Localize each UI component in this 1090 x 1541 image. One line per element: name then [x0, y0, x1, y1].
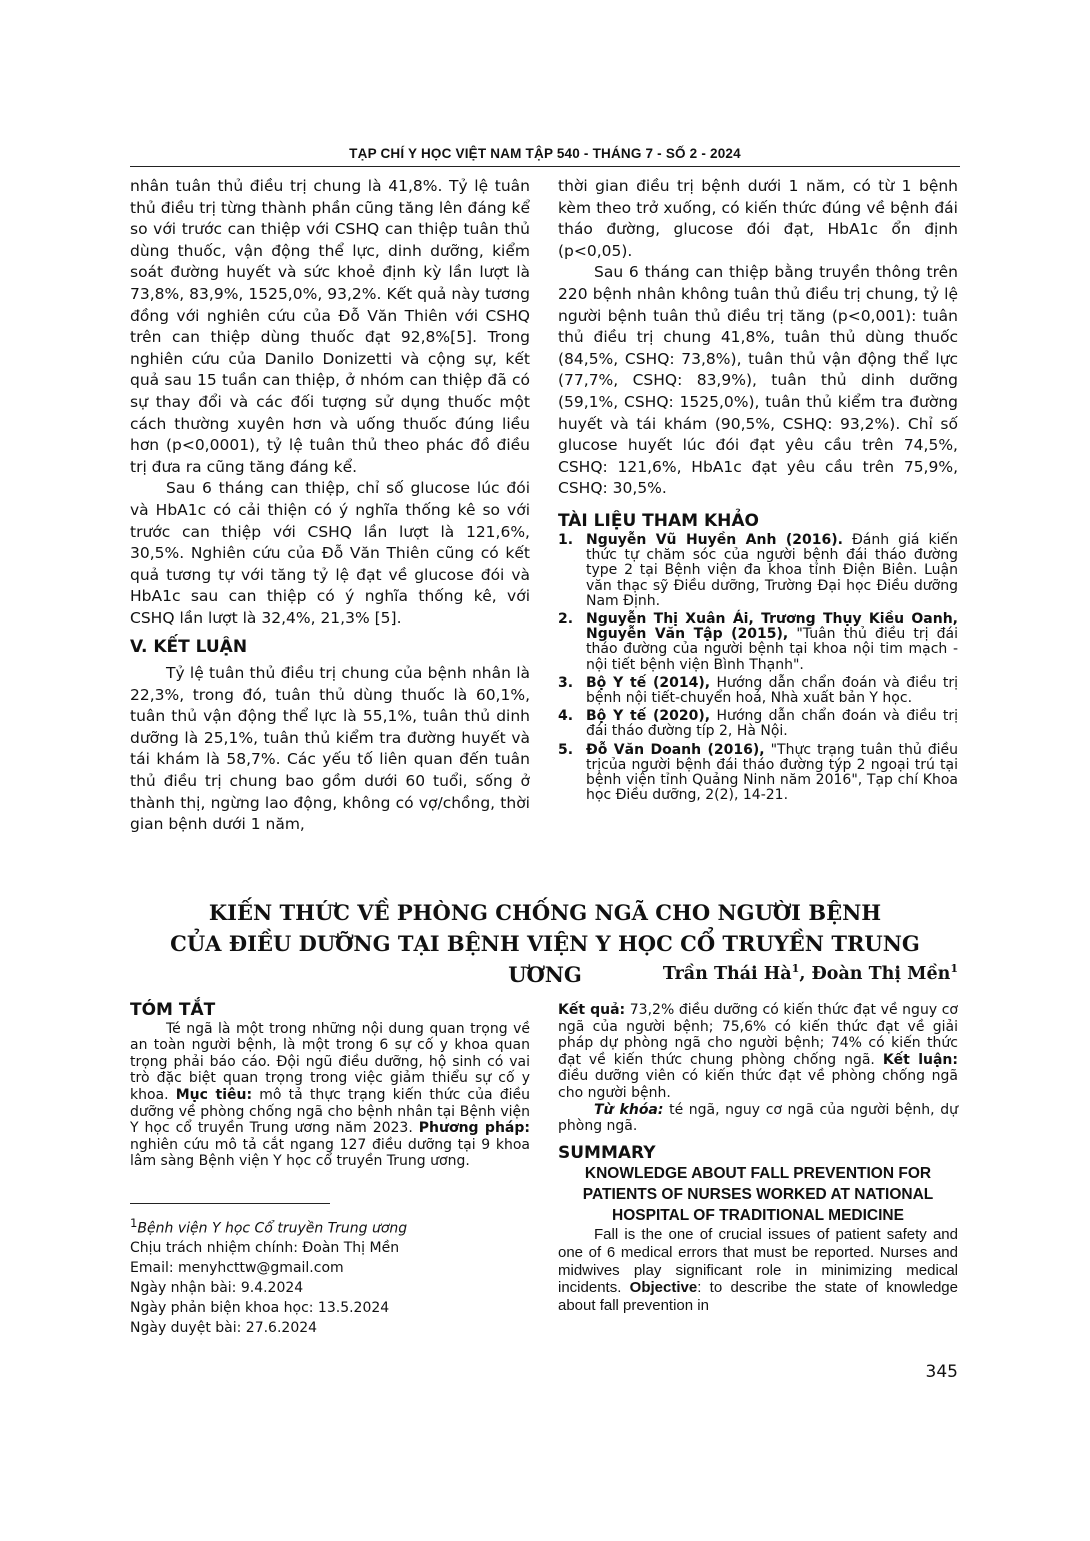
article-title-line-1: KIẾN THỨC VỀ PHÒNG CHỐNG NGÃ CHO NGƯỜI BỆNH — [208, 900, 882, 925]
paragraph-compliance: nhân tuân thủ điều trị chung là 41,8%. Tỷ lệ tuân thủ điều trị từng thành phần cũng tăng lên đáng kể so với trước can thiệp với CSHQ can thiệp tuân thủ dùng thuốc, vận động thể lực, dinh dưỡng, kiểm soát đường huyết và sức khoẻ định kỳ lần lượt là 73,8%, 83,9%, 1525,0%, 93,2%. Kết quả này tương đồng với nghiên cứu của Đỗ Văn Thiên với CSHQ trên can thiệp dùng thuốc đạt 92,8%[5]. Trong nghiên cứu của Danilo Donizetti và cộng sự, kết quả sau 15 tuần can thiệp, ở nhóm can thiệp đã có sự thay đổi và các đối tượng sử dụng thuốc một cách thường xuyên hơn và uống thuốc đúng liều hơn (p<0,0001), tỷ lệ tuân thủ theo phác đồ điều trị đưa ra cũng tăng đáng kể. — [130, 177, 530, 476]
abstract-text-continued — [558, 1002, 958, 1102]
abstract-objective-label: Mục tiêu: — [175, 1086, 253, 1103]
summary-text-part-1: Fall is the one of crucial issues of patient safety and one of 6 medical errors that must be reported. Nurses and midwives play significant role in minimizing medical incidents. — [558, 1226, 958, 1297]
keywords-label: Từ khóa: — [594, 1101, 664, 1118]
paragraph-intervention-results: Sau 6 tháng can thiệp bằng truyền thông trên 220 bệnh nhân không tuân thủ điều trị chung, tỷ lệ người bệnh tuân thủ điều trị tăng (p<0,001): tuân thủ điều trị chung 41,8%, tuân thủ dùng thuốc (84,5%, CSHQ: 73,8%), tuân thủ vận động thể lực (77,7%, CSHQ: 83,9%), tuân thủ dinh dưỡng (59,1%, CSHQ: 1525,0%), tuân thủ kiểm tra đường huyết và tái khám (90,5%, CSHQ: 93,2%). Chỉ số glucose huyết lúc đói đạt yêu cầu trên 74,5%, CSHQ: 121,6%, HbA1c đạt yêu cầu trên 75,9%, CSHQ: 30,5%. — [558, 263, 958, 498]
footnote-received: Ngày nhận bài: 9.4.2024 — [130, 1280, 304, 1297]
abstract-text — [130, 1021, 530, 1170]
keywords-text: té ngã, nguy cơ ngã của người bệnh, dự phòng ngã. — [558, 1101, 958, 1135]
paragraph-conclusion-continued: thời gian điều trị bệnh dưới 1 năm, có từ 1 bệnh kèm theo trở xuống, có kiến thức đúng về bệnh đái tháo đường, glucose đói đạt, HbA1c ổn định (p<0,05). — [558, 177, 958, 260]
author-name: Trần Thái Hà — [662, 963, 792, 984]
reference-item — [558, 709, 958, 739]
reference-number: 1. — [558, 532, 574, 548]
author-separator: , — [799, 963, 812, 984]
reference-item — [558, 533, 958, 609]
reference-number: 5. — [558, 741, 574, 758]
reference-text: "Tuân thủ điều trị đái tháo đường của người bệnh tại khoa nội tim mạch - nội tiết bệnh viện Bình Thạnh". — [586, 626, 958, 673]
abstract-column-right — [558, 1002, 958, 1314]
abstract-conclusion-label: Kết luận: — [882, 1051, 958, 1068]
reference-number: 2. — [558, 611, 574, 628]
upper-left-column — [130, 176, 530, 836]
abstract-result: 73,2% điều dưỡng có kiến thức đạt về nguy cơ ngã của người bệnh; 75,6% có kiến thức đạt về giải pháp dự phòng ngã cho người bệnh; 74% có kiến thức đạt về kiến thức chung phòng chống ngã. — [558, 1002, 958, 1068]
summary-heading: SUMMARY — [558, 1142, 656, 1163]
footnotes — [130, 1214, 540, 1338]
paragraph-glucose: Sau 6 tháng can thiệp, chỉ số glucose lúc đói và HbA1c có cải thiện có ý nghĩa thống kê so với trước can thiệp với CSHQ lần lượt là 121,6%, 30,5%. Nghiên cứu của Đỗ Văn Thiên cũng có kết quả tương tự với tăng tỷ lệ đạt về glucose đói và HbA1c sau can thiệp có ý nghĩa thống kê, với CSHQ lần lượt là 32,4%, 21,3% [5]. — [130, 479, 530, 627]
footnote-email: Email: menyhcttw@gmail.com — [130, 1260, 344, 1277]
reference-text: "Thực trạng tuân thủ điều trịcủa người bệnh đái tháo đường týp 2 ngoại trú tại bệnh viện tỉnh Quảng Ninh năm 2016", Tạp chí Khoa học Điều dưỡng, 2(2), 14-21. — [586, 741, 958, 804]
reference-author: Đỗ Văn Doanh (2016), — [586, 741, 765, 758]
paragraph-conclusion: Tỷ lệ tuân thủ điều trị chung của bệnh nhân là 22,3%, trong đó, tuân thủ dùng thuốc là 60,1%, tuân thủ vận động thể lực là 55,1%, tuân thủ dinh dưỡng là 25,1%, tuân thủ kiểm tra đường huyết và tái khám là 58,7%. Các yếu tố liên quan đến tuân thủ điều trị chung bao gồm dưới 60 tuổi, sống ở thành thị, ngừng lao động, không có vợ/chồng, thời gian bệnh dưới 1 năm, — [130, 664, 530, 834]
references-section — [558, 511, 958, 806]
author-affiliation-marker: 1 — [950, 962, 958, 975]
reference-item — [558, 743, 958, 804]
reference-author: Bộ Y tế (2020), — [586, 708, 711, 725]
reference-text: Hướng dẫn chẩn đoán và điều trị bệnh nội tiết-chuyển hoá, Nhà xuất bản Y học. — [586, 674, 958, 707]
reference-text: Đánh giá kiến thức tự chăm sóc của người bệnh đái tháo đường type 2 tại Bệnh viện đa khoa tỉnh Điện Biên. Luận văn thạc sỹ Điều dưỡng, Trường Đại học Điều dưỡng Nam Định. — [586, 532, 958, 609]
footnote-divider — [130, 1203, 330, 1204]
abstract-column — [130, 1002, 530, 1170]
journal-header: TẠP CHÍ Y HỌC VIỆT NAM TẬP 540 - THÁNG 7 - SỐ 2 - 2024 — [349, 146, 741, 161]
reference-number: 3. — [558, 674, 574, 691]
reference-author: Nguyễn Vũ Huyền Anh (2016). — [586, 532, 843, 548]
author-affiliation-marker: 1 — [791, 962, 800, 975]
reference-author: Nguyễn Thị Xuân Ái, Trương Thụy Kiều Oanh, Nguyễn Văn Tập (2015), — [586, 611, 958, 643]
section-heading-conclusion: V. KẾT LUẬN — [130, 637, 248, 658]
abstract-method-label: Phương pháp: — [418, 1120, 530, 1137]
page-number: 345 — [925, 1362, 958, 1382]
footnote-affiliation — [130, 1214, 540, 1239]
reference-author: Bộ Y tế (2014), — [586, 674, 711, 691]
abstract-result-label: Kết quả: — [558, 1002, 626, 1018]
references-heading: TÀI LIỆU THAM KHẢO — [558, 511, 759, 531]
header-divider — [130, 166, 960, 167]
summary-text-part-2: : to describe the state of knowledge about fall prevention in — [558, 1279, 958, 1314]
footnote-accepted: Ngày duyệt bài: 27.6.2024 — [130, 1319, 318, 1336]
reference-item — [558, 676, 958, 706]
reference-number: 4. — [558, 708, 574, 725]
abstract-objective: mô tả thực trạng kiến thức của điều dưỡng về phòng chống ngã cho bệnh nhân tại Bệnh viện Y học cổ truyền Trung ương năm 2023. — [130, 1086, 531, 1137]
article-title-line-2: CỦA ĐIỀU DƯỠNG TẠI BỆNH VIỆN Y HỌC CỔ TRUYỀN TRUNG ƯƠNG — [170, 931, 920, 987]
summary-objective-label: Objective — [629, 1279, 698, 1297]
reference-item — [558, 612, 958, 673]
abstract-intro: Té ngã là một trong những nội dung quan trọng về an toàn người bệnh, là một trong 6 sự cố y khoa quan trọng phải báo cáo. Đội ngũ điều dưỡng, hộ sinh có vai trò đặc biệt quan trọng trong việc giảm thiểu sự cố y khoa. — [130, 1020, 530, 1103]
article-authors — [663, 962, 958, 984]
affiliation-marker: 1 — [130, 1216, 138, 1230]
summary-text — [558, 1226, 958, 1314]
affiliation-text: Bệnh viện Y học Cổ truyền Trung ương — [137, 1220, 408, 1237]
reference-text: Hướng dẫn chẩn đoán và điều trị đái tháo đường típ 2, Hà Nội. — [586, 708, 958, 740]
footnote-reviewed: Ngày phản biện khoa học: 13.5.2024 — [130, 1299, 390, 1316]
abstract-conclusion: điều dưỡng viên có kiến thức đạt về phòng chống ngã cho người bệnh. — [558, 1068, 958, 1101]
upper-right-column — [558, 176, 958, 500]
abstract-keywords — [558, 1102, 958, 1135]
abstract-method: nghiên cứu mô tả cắt ngang 127 điều dưỡng tại 9 khoa lâm sàng Bệnh viện Y học cổ truyền Trung ương. — [130, 1136, 530, 1170]
abstract-heading: TÓM TẮT — [130, 1000, 216, 1020]
footnote-corresponding: Chịu trách nhiệm chính: Đoàn Thị Mền — [130, 1240, 400, 1257]
author-name: Đoàn Thị Mền — [811, 963, 951, 984]
summary-title: KNOWLEDGE ABOUT FALL PREVENTION FOR PATIENTS OF NURSES WORKED AT NATIONAL HOSPITAL OF TRADITIONAL MEDICINE — [582, 1165, 934, 1225]
